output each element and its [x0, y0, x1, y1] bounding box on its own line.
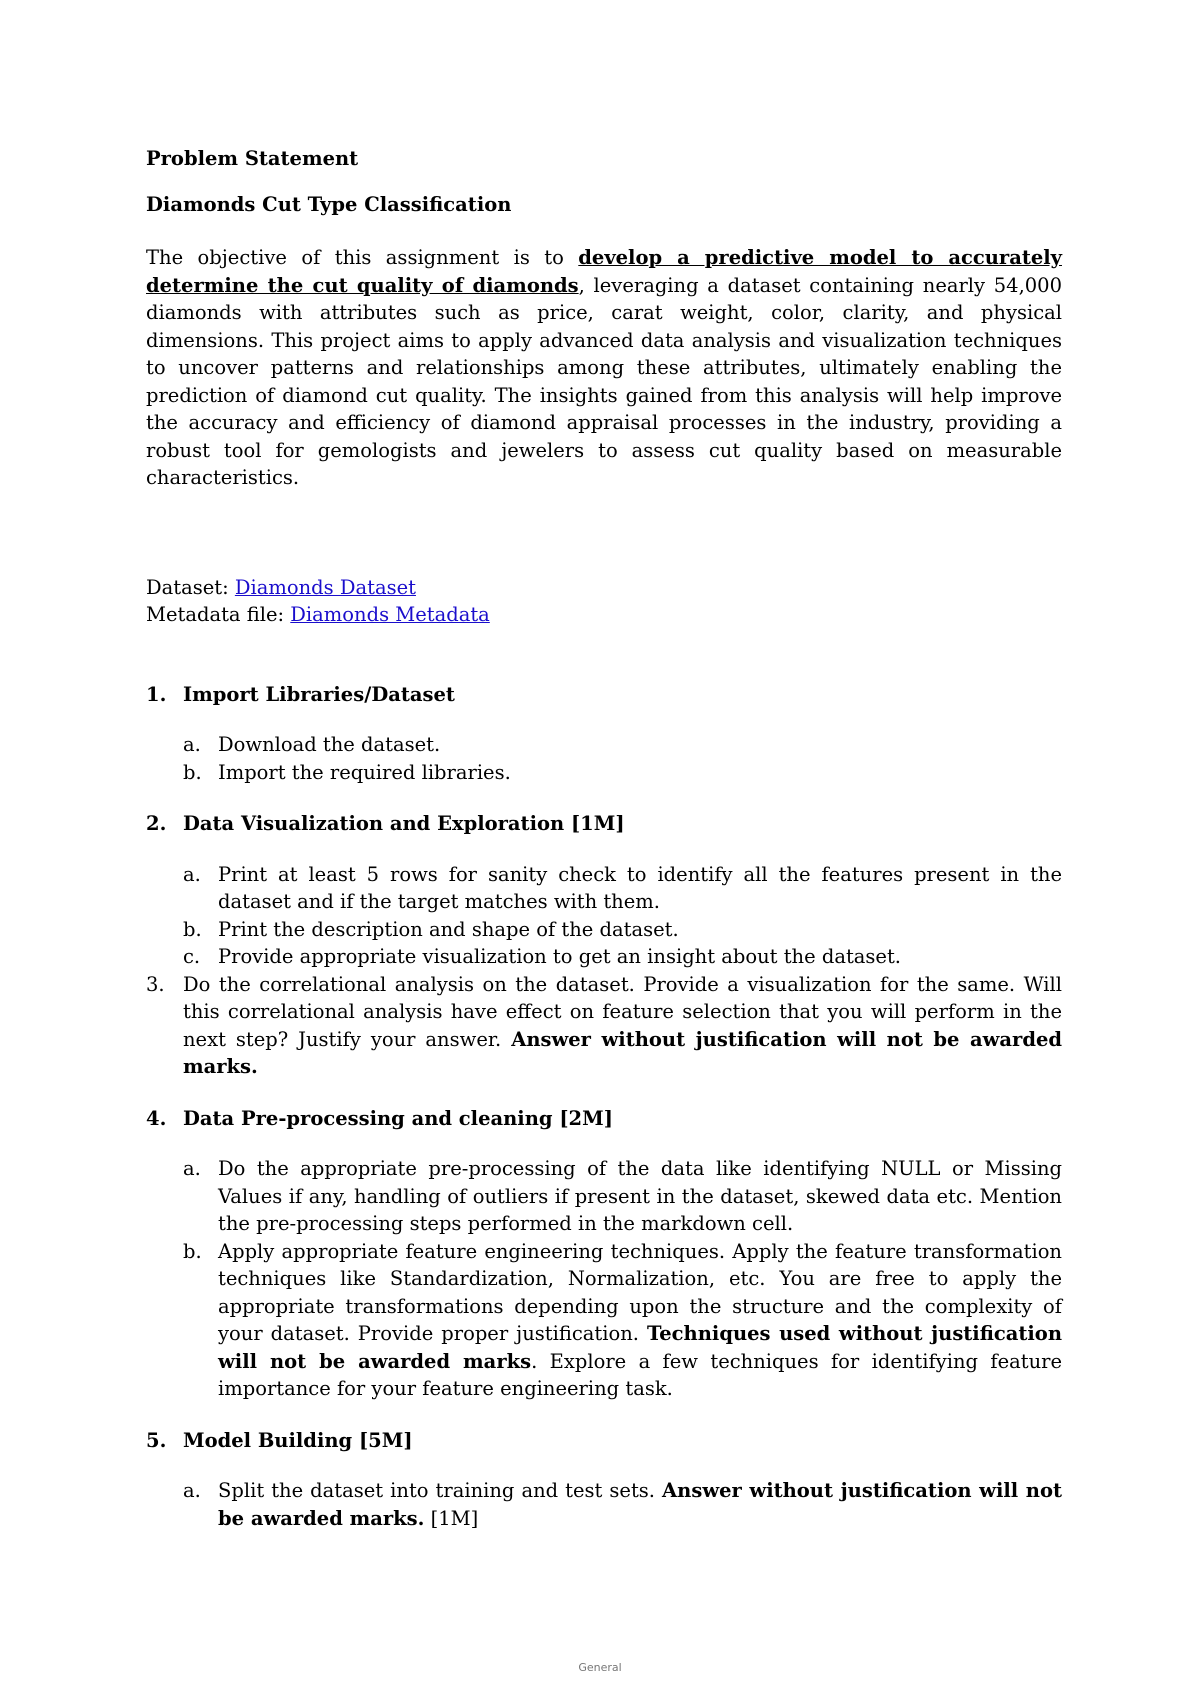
dataset-label: Dataset: [146, 575, 235, 599]
section-1 [146, 681, 1062, 709]
section-number: 5. [146, 1428, 167, 1452]
list-text-bold: Techniques used without justification will not be awarded marks [218, 1322, 1062, 1373]
intro-pre: The objective of this assignment is to [146, 246, 579, 269]
section-5 [146, 1427, 1062, 1455]
intro-paragraph [146, 244, 1062, 492]
section-4 [146, 1105, 1062, 1133]
list-text: Download the dataset. [218, 733, 441, 756]
list-letter: a. [183, 1157, 201, 1180]
list-text: Provide appropriate visualization to get an insight about the dataset. [218, 945, 901, 968]
list-item [146, 1238, 1062, 1403]
section-2 [146, 810, 1062, 838]
page-title: Problem Statement [146, 147, 359, 170]
section-heading: Model Building [5M] [183, 1428, 413, 1452]
list-item [146, 916, 1062, 944]
section-2-list [146, 861, 1062, 971]
list-item [146, 1477, 1062, 1532]
list-text: Print the description and shape of the dataset. [218, 917, 679, 941]
metadata-link[interactable]: Diamonds Metadata [290, 603, 490, 626]
section-number: 4. [146, 1106, 167, 1130]
section-4-list [146, 1155, 1062, 1403]
list-item [146, 759, 1062, 787]
section-3 [146, 971, 1062, 1081]
intro-post: , leveraging a dataset containing nearly 54,000 diamonds with attributes such as price, carat weight, color, clarity, and physical dimensions. This project aims to apply advanced data analysis and visualization techniques to uncover patterns and relationships among these attributes, ultimately enabling the prediction of diamond cut quality. The insights gained from this analysis will help improve the accuracy and efficiency of diamond appraisal processes in the industry, providing a robust tool for gemologists and jewelers to assess cut quality based on measurable characteristics. [146, 273, 1062, 489]
list-letter: b. [183, 760, 202, 784]
list-letter: b. [183, 917, 202, 941]
list-text: Do the appropriate pre-processing of the data like identifying NULL or Missing Values if any, handling of outliers if present in the dataset, skewed data etc. Mention the pre-processing steps performed in the markdown cell. [218, 1157, 1062, 1235]
footer-classification-label: General [578, 1661, 622, 1674]
list-item [146, 1155, 1062, 1238]
list-item [146, 731, 1062, 759]
section-heading: Import Libraries/Dataset [183, 682, 455, 706]
metadata-label: Metadata file: [146, 603, 291, 626]
document-subtitle: Diamonds Cut Type Classification [146, 193, 512, 216]
list-text-bold: Answer without justification will not be awarded marks. [218, 1479, 1062, 1530]
links-block [146, 574, 1062, 629]
list-letter: a. [183, 733, 201, 756]
section-heading: Data Pre-processing and cleaning [2M] [183, 1106, 613, 1130]
section-3-body: Do the correlational analysis on the dataset. Provide a visualization for the same. Will this correlational analysis have effect on feature selection that you will perform in the next step? Justify your answer. [183, 972, 1062, 1051]
list-text-post: [1M] [424, 1506, 479, 1530]
list-letter: a. [183, 862, 201, 886]
intro-emphasis: develop a predictive model to accurately determine the cut quality of diamonds [146, 246, 1062, 297]
list-item [146, 943, 1062, 971]
list-letter: c. [183, 945, 201, 968]
section-5-list [146, 1477, 1062, 1532]
list-text: Print at least 5 rows for sanity check to identify all the features present in the dataset and if the target matches with them. [218, 862, 1062, 913]
section-heading: Data Visualization and Exploration [1M] [183, 812, 625, 835]
list-text: Import the required libraries. [218, 760, 511, 784]
section-3-text [183, 971, 1062, 1081]
list-letter: b. [183, 1239, 202, 1263]
section-number: 3. [146, 972, 165, 996]
list-letter: a. [183, 1479, 201, 1502]
dataset-line [146, 574, 1062, 602]
list-text-pre: Split the dataset into training and test sets. [218, 1479, 663, 1502]
section-3-bold: Answer without justification will not be awarded marks. [183, 1027, 1063, 1078]
list-item [146, 861, 1062, 916]
section-number: 2. [146, 812, 167, 835]
section-number: 1. [146, 682, 167, 706]
metadata-line [146, 601, 1062, 629]
list-text-post: . Explore a few techniques for identifying feature importance for your feature engineering task. [218, 1349, 1063, 1400]
dataset-link[interactable]: Diamonds Dataset [234, 575, 416, 599]
document-content [146, 144, 1062, 1532]
list-text-pre: Apply appropriate feature engineering techniques. Apply the feature transformation techniques like Standardization, Normalization, etc. You are free to apply the appropriate transformations depending upon the structure and the complexity of your dataset. Provide proper justification. [218, 1239, 1062, 1345]
section-1-list [146, 731, 1062, 786]
